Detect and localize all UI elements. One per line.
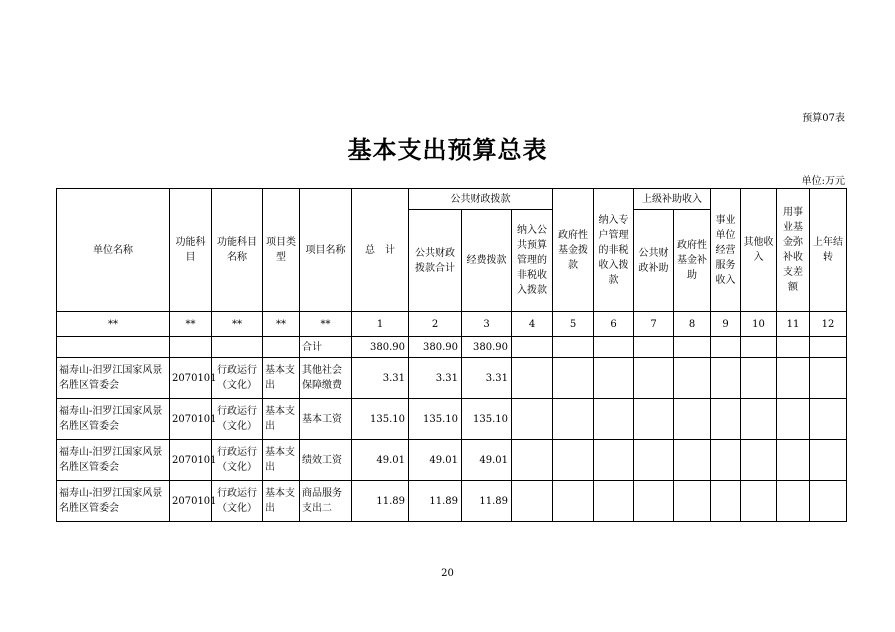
cell-func-code: 2070101 [170, 481, 212, 522]
cell-func-code: 2070101 [170, 399, 212, 440]
cell-total: 3.31 [352, 358, 409, 399]
total-row [57, 337, 847, 358]
column-index-cell: ** [263, 312, 300, 337]
header-pf-nontax: 纳入公共预算管理的非税收入拨款 [512, 210, 553, 312]
cell-item-name: 绩效工资 [300, 440, 352, 481]
header-fund-cover: 用事业基金弥补收支差额 [777, 189, 810, 312]
cell-pf-total: 3.31 [409, 358, 462, 399]
table-row [57, 399, 847, 440]
column-index-cell: 6 [594, 312, 634, 337]
column-index-cell: ** [170, 312, 212, 337]
cell-func-name: 行政运行（文化） [212, 358, 263, 399]
column-index-cell: 3 [462, 312, 512, 337]
table-row [57, 358, 847, 399]
page-title: 基本支出预算总表 [347, 135, 548, 164]
cell-item-type: 基本支出 [263, 399, 300, 440]
cell-unit-name: 福寿山-汨罗江国家风景名胜区管委会 [57, 399, 170, 440]
cell-unit-name: 福寿山-汨罗江国家风景名胜区管委会 [57, 481, 170, 522]
budget-table [56, 188, 847, 522]
header-func-name: 功能科目名称 [212, 189, 263, 312]
total-pf-total: 380.90 [409, 337, 462, 358]
header-pf-total: 公共财政拨款合计 [409, 210, 462, 312]
header-sup-fund: 政府性基金补助 [674, 210, 711, 312]
cell-total: 49.01 [352, 440, 409, 481]
page-number: 20 [441, 568, 454, 579]
column-index-cell: ** [300, 312, 352, 337]
header-pf-funding: 经费拨款 [462, 210, 512, 312]
column-index-cell: 5 [553, 312, 594, 337]
cell-func-code: 2070101 [170, 358, 212, 399]
header-func-code: 功能科目 [170, 189, 212, 312]
header-other-income: 其他收入 [741, 189, 777, 312]
cell-item-name: 基本工资 [300, 399, 352, 440]
cell-total: 11.89 [352, 481, 409, 522]
cell-item-type: 基本支出 [263, 358, 300, 399]
column-index-cell: 8 [674, 312, 711, 337]
header-total: 总 计 [352, 189, 409, 312]
cell-pf-total: 49.01 [409, 440, 462, 481]
header-special-nontax: 纳入专户管理的非税收入拨款 [594, 189, 634, 312]
header-item-type: 项目类型 [263, 189, 300, 312]
header-sup-public: 公共财政补助 [634, 210, 674, 312]
column-index-cell: ** [212, 312, 263, 337]
cell-item-name: 商品服务支出二 [300, 481, 352, 522]
total-pf-funding: 380.90 [462, 337, 512, 358]
cell-func-name: 行政运行（文化） [212, 399, 263, 440]
cell-pf-total: 135.10 [409, 399, 462, 440]
unit-label: 单位:万元 [801, 176, 845, 187]
header-item-name: 项目名称 [300, 189, 352, 312]
column-index-cell: 1 [352, 312, 409, 337]
cell-func-code: 2070101 [170, 440, 212, 481]
column-index-cell: 7 [634, 312, 674, 337]
header-superior-subsidy: 上级补助收入 [634, 189, 711, 210]
form-number-label: 预算07表 [802, 113, 845, 124]
cell-item-name: 其他社会保障缴费 [300, 358, 352, 399]
cell-total: 135.10 [352, 399, 409, 440]
column-index-row [57, 312, 847, 337]
header-row-1 [57, 189, 847, 210]
table-row [57, 481, 847, 522]
cell-item-type: 基本支出 [263, 440, 300, 481]
column-index-cell: 11 [777, 312, 810, 337]
cell-pf-funding: 11.89 [462, 481, 512, 522]
cell-pf-funding: 135.10 [462, 399, 512, 440]
column-index-cell: 4 [512, 312, 553, 337]
cell-func-name: 行政运行（文化） [212, 440, 263, 481]
cell-item-type: 基本支出 [263, 481, 300, 522]
column-index-cell: 12 [810, 312, 847, 337]
table-row [57, 440, 847, 481]
header-public-finance: 公共财政拨款 [409, 189, 553, 210]
column-index-cell: 9 [711, 312, 741, 337]
cell-pf-funding: 49.01 [462, 440, 512, 481]
total-amount: 380.90 [352, 337, 409, 358]
header-gov-fund: 政府性基金拨款 [553, 189, 594, 312]
column-index-cell: 10 [741, 312, 777, 337]
column-index-cell: 2 [409, 312, 462, 337]
cell-pf-total: 11.89 [409, 481, 462, 522]
cell-func-name: 行政运行（文化） [212, 481, 263, 522]
header-unit-name: 单位名称 [57, 189, 170, 312]
cell-unit-name: 福寿山-汨罗江国家风景名胜区管委会 [57, 358, 170, 399]
total-label: 合计 [300, 337, 352, 358]
column-index-cell: ** [57, 312, 170, 337]
header-business-income: 事业单位经营服务收入 [711, 189, 741, 312]
cell-unit-name: 福寿山-汨罗江国家风景名胜区管委会 [57, 440, 170, 481]
header-last-year: 上年结转 [810, 189, 847, 312]
cell-pf-funding: 3.31 [462, 358, 512, 399]
